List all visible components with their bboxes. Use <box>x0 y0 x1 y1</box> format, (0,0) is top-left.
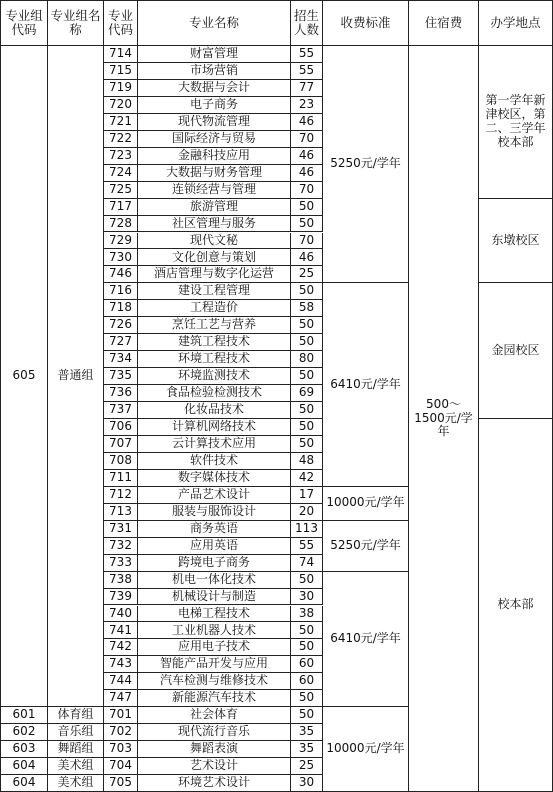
major-code: 736 <box>104 385 138 402</box>
enroll-count: 70 <box>291 182 323 199</box>
major-name: 商务英语 <box>138 521 291 538</box>
group-code: 601 <box>0 707 48 724</box>
group-code: 604 <box>0 775 48 792</box>
major-code: 743 <box>104 656 138 673</box>
enroll-count: 17 <box>291 487 323 504</box>
tuition-fee: 6410元/学年 <box>323 572 409 708</box>
enroll-count: 50 <box>291 436 323 453</box>
enroll-count: 50 <box>291 419 323 436</box>
major-code: 724 <box>104 165 138 182</box>
major-name: 工业机器人技术 <box>138 622 291 639</box>
major-name: 智能产品开发与应用 <box>138 656 291 673</box>
major-code: 742 <box>104 639 138 656</box>
enroll-count: 50 <box>291 639 323 656</box>
major-name: 建设工程管理 <box>138 283 291 300</box>
group-code: 604 <box>0 758 48 775</box>
enroll-count: 50 <box>291 690 323 707</box>
major-name: 机械设计与制造 <box>138 589 291 606</box>
major-name: 环境艺术设计 <box>138 775 291 792</box>
header-campus: 办学地点 <box>479 0 553 46</box>
major-name: 连锁经营与管理 <box>138 182 291 199</box>
major-name: 现代物流管理 <box>138 114 291 131</box>
major-code: 739 <box>104 589 138 606</box>
major-code: 733 <box>104 555 138 572</box>
major-code: 722 <box>104 131 138 148</box>
major-name: 电梯工程技术 <box>138 606 291 623</box>
major-code: 741 <box>104 622 138 639</box>
header-enroll: 招生人数 <box>291 0 323 46</box>
major-name: 工程造价 <box>138 300 291 317</box>
major-code: 735 <box>104 368 138 385</box>
enroll-count: 35 <box>291 741 323 758</box>
major-code: 734 <box>104 351 138 368</box>
major-code: 732 <box>104 538 138 555</box>
major-name: 应用英语 <box>138 538 291 555</box>
major-code: 715 <box>104 63 138 80</box>
major-code: 706 <box>104 419 138 436</box>
header-major-name: 专业名称 <box>138 0 291 46</box>
tuition-fee: 6410元/学年 <box>323 283 409 486</box>
major-code: 712 <box>104 487 138 504</box>
enroll-count: 30 <box>291 775 323 792</box>
major-code: 723 <box>104 148 138 165</box>
major-name: 大数据与会计 <box>138 80 291 97</box>
enroll-count: 77 <box>291 80 323 97</box>
enroll-count: 46 <box>291 148 323 165</box>
enroll-count: 25 <box>291 758 323 775</box>
major-code: 714 <box>104 46 138 63</box>
group-name: 美术组 <box>48 775 104 792</box>
campus-location: 第一学年新津校区，第二、三学年校本部 <box>479 46 553 199</box>
enroll-count: 50 <box>291 317 323 334</box>
major-code: 702 <box>104 724 138 741</box>
major-name: 化妆品技术 <box>138 402 291 419</box>
enroll-count: 50 <box>291 402 323 419</box>
lodging-fee: 500～1500元/学年 <box>409 46 479 792</box>
major-code: 729 <box>104 233 138 250</box>
major-name: 环境监测技术 <box>138 368 291 385</box>
major-name: 现代文秘 <box>138 233 291 250</box>
header-tuition: 收费标准 <box>323 0 409 46</box>
major-name: 汽车检测与维修技术 <box>138 673 291 690</box>
major-name: 数字媒体技术 <box>138 470 291 487</box>
major-name: 舞蹈表演 <box>138 741 291 758</box>
major-name: 酒店管理与数字化运营 <box>138 266 291 283</box>
major-code: 711 <box>104 470 138 487</box>
major-code: 705 <box>104 775 138 792</box>
campus-location: 东墩校区 <box>479 199 553 284</box>
major-code: 707 <box>104 436 138 453</box>
campus-location: 金园校区 <box>479 283 553 419</box>
major-name: 食品检验检测技术 <box>138 385 291 402</box>
major-code: 744 <box>104 673 138 690</box>
group-name: 音乐组 <box>48 724 104 741</box>
enroll-count: 50 <box>291 572 323 589</box>
major-name: 艺术设计 <box>138 758 291 775</box>
enroll-count: 42 <box>291 470 323 487</box>
major-code: 726 <box>104 317 138 334</box>
major-code: 725 <box>104 182 138 199</box>
tuition-fee: 10000元/学年 <box>323 707 409 792</box>
major-name: 机电一体化技术 <box>138 572 291 589</box>
group-name: 美术组 <box>48 758 104 775</box>
enroll-count: 35 <box>291 724 323 741</box>
enroll-count: 60 <box>291 673 323 690</box>
enroll-count: 46 <box>291 114 323 131</box>
group-name: 舞蹈组 <box>48 741 104 758</box>
enroll-count: 50 <box>291 199 323 216</box>
enroll-count: 80 <box>291 351 323 368</box>
header-lodging: 住宿费 <box>409 0 479 46</box>
enroll-count: 113 <box>291 521 323 538</box>
major-code: 737 <box>104 402 138 419</box>
enroll-count: 58 <box>291 300 323 317</box>
major-code: 708 <box>104 453 138 470</box>
major-code: 716 <box>104 283 138 300</box>
major-name: 财富管理 <box>138 46 291 63</box>
enroll-count: 70 <box>291 233 323 250</box>
major-name: 旅游管理 <box>138 199 291 216</box>
enroll-count: 55 <box>291 46 323 63</box>
header-group-code: 专业组代码 <box>0 0 48 46</box>
major-code: 721 <box>104 114 138 131</box>
enroll-count: 70 <box>291 131 323 148</box>
major-code: 728 <box>104 216 138 233</box>
enroll-count: 46 <box>291 165 323 182</box>
group-code: 602 <box>0 724 48 741</box>
group-code: 605 <box>0 46 48 707</box>
enroll-count: 50 <box>291 283 323 300</box>
major-name: 应用电子技术 <box>138 639 291 656</box>
major-name: 云计算技术应用 <box>138 436 291 453</box>
major-name: 建筑工程技术 <box>138 334 291 351</box>
enroll-count: 50 <box>291 368 323 385</box>
enroll-count: 23 <box>291 97 323 114</box>
major-name: 跨境电子商务 <box>138 555 291 572</box>
group-code: 603 <box>0 741 48 758</box>
enroll-count: 30 <box>291 589 323 606</box>
group-name: 体育组 <box>48 707 104 724</box>
major-code: 730 <box>104 249 138 266</box>
enroll-count: 46 <box>291 249 323 266</box>
enroll-count: 50 <box>291 707 323 724</box>
enroll-count: 38 <box>291 606 323 623</box>
major-name: 现代流行音乐 <box>138 724 291 741</box>
header-major-code: 专业代码 <box>104 0 138 46</box>
major-name: 市场营销 <box>138 63 291 80</box>
header-group-name: 专业组名称 <box>48 0 104 46</box>
enroll-count: 50 <box>291 334 323 351</box>
major-name: 新能源汽车技术 <box>138 690 291 707</box>
major-code: 747 <box>104 690 138 707</box>
campus-location: 校本部 <box>479 419 553 792</box>
group-name: 普通组 <box>48 46 104 707</box>
enroll-count: 55 <box>291 538 323 555</box>
major-name: 大数据与财务管理 <box>138 165 291 182</box>
major-code: 703 <box>104 741 138 758</box>
major-code: 740 <box>104 606 138 623</box>
major-name: 计算机网络技术 <box>138 419 291 436</box>
enroll-count: 48 <box>291 453 323 470</box>
tuition-fee: 5250元/学年 <box>323 46 409 283</box>
enroll-count: 50 <box>291 216 323 233</box>
tuition-fee: 10000元/学年 <box>323 487 409 521</box>
major-code: 738 <box>104 572 138 589</box>
major-name: 社会体育 <box>138 707 291 724</box>
major-name: 金融科技应用 <box>138 148 291 165</box>
enroll-count: 55 <box>291 63 323 80</box>
major-name: 社区管理与服务 <box>138 216 291 233</box>
major-name: 文化创意与策划 <box>138 249 291 266</box>
major-code: 746 <box>104 266 138 283</box>
major-name: 电子商务 <box>138 97 291 114</box>
major-code: 701 <box>104 707 138 724</box>
major-code: 719 <box>104 80 138 97</box>
enroll-count: 25 <box>291 266 323 283</box>
enroll-count: 20 <box>291 504 323 521</box>
major-code: 704 <box>104 758 138 775</box>
major-code: 731 <box>104 521 138 538</box>
major-code: 717 <box>104 199 138 216</box>
major-code: 718 <box>104 300 138 317</box>
enroll-count: 69 <box>291 385 323 402</box>
enroll-count: 74 <box>291 555 323 572</box>
major-name: 国际经济与贸易 <box>138 131 291 148</box>
major-name: 产品艺术设计 <box>138 487 291 504</box>
tuition-fee: 5250元/学年 <box>323 521 409 572</box>
major-name: 软件技术 <box>138 453 291 470</box>
major-name: 服装与服饰设计 <box>138 504 291 521</box>
enroll-count: 50 <box>291 622 323 639</box>
major-name: 烹饪工艺与营养 <box>138 317 291 334</box>
major-name: 环境工程技术 <box>138 351 291 368</box>
major-code: 727 <box>104 334 138 351</box>
major-code: 720 <box>104 97 138 114</box>
enroll-count: 60 <box>291 656 323 673</box>
major-code: 713 <box>104 504 138 521</box>
